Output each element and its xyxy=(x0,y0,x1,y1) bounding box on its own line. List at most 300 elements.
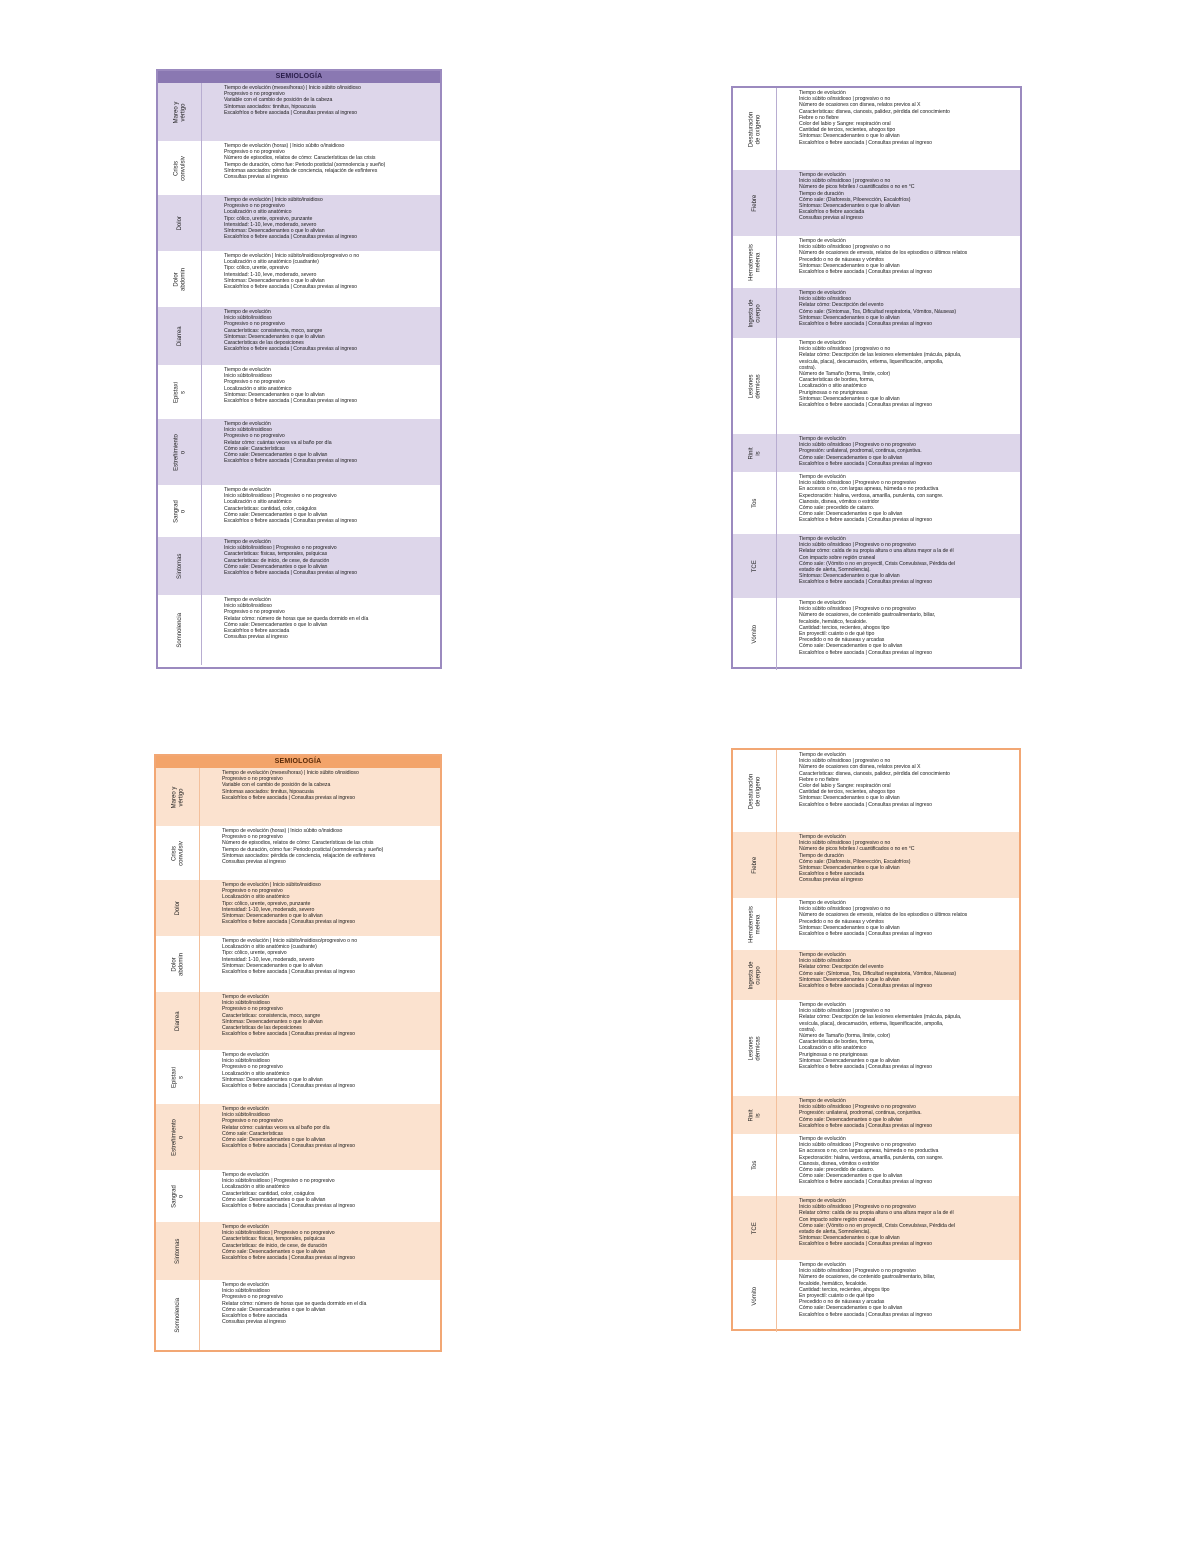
list-item: • Síntomas: Desencadenantes o que lo alivian xyxy=(799,133,1016,139)
list-item: • estado de alerta, Somnolencia). xyxy=(799,1229,1015,1235)
section-label-cell xyxy=(156,1050,200,1104)
section-label-cell xyxy=(733,1096,777,1134)
section-label-cell xyxy=(158,195,202,251)
section-label: Rinit is xyxy=(748,1109,761,1122)
bullet-list xyxy=(200,1170,440,1222)
list-item: • Tipo: cólico, urente, opresivo xyxy=(224,265,436,271)
list-item: • Inicio súbito o/insidioso xyxy=(799,958,1015,964)
bullet-list xyxy=(200,1222,440,1280)
section-label-cell xyxy=(158,595,202,665)
section-row xyxy=(158,195,440,251)
list-item: • Número de picos febriles / cuantificados o no en °C xyxy=(799,846,1015,852)
list-item: • Variable con el cambio de posición de la cabeza xyxy=(224,97,436,103)
list-item: • Escalofríos o fiebre asociada | Consultas previas al ingreso xyxy=(799,1241,1015,1247)
list-item: • Número de ocasiones con disnea, relatos previos al X xyxy=(799,764,1015,770)
list-item: • Inicio súbito/insidioso xyxy=(224,427,436,433)
list-item: • Inicio súbito/insidioso xyxy=(224,315,436,321)
list-item: • Escalofríos o fiebre asociada | Consultas previas al ingreso xyxy=(222,969,436,975)
list-item: • Escalofríos o fiebre asociada | Consultas previas al ingreso xyxy=(222,1143,436,1149)
table-right-purple xyxy=(731,86,1022,669)
section-row xyxy=(733,170,1020,236)
section-label: Vómito xyxy=(751,624,758,644)
list-item: • Escalofríos o fiebre asociada | Consultas previas al ingreso xyxy=(799,1179,1015,1185)
list-item: • Inicio súbito/insidioso xyxy=(224,373,436,379)
section-row xyxy=(156,826,440,880)
list-item: • Cómo sale: precedido de catarro. xyxy=(799,1167,1015,1173)
list-item: • Número de Tamaño (forma, límite, color) xyxy=(799,1033,1015,1039)
list-item: • Síntomas asociados: pérdida de conciencia, relajación de esfínteres xyxy=(222,853,436,859)
list-item: • Escalofríos o fiebre asociada xyxy=(222,1313,436,1319)
section-label-cell xyxy=(156,1170,200,1222)
list-item: • Tiempo de evolución xyxy=(799,340,1016,346)
bullet-list xyxy=(777,170,1020,236)
list-item: • Tiempo de evolución xyxy=(799,834,1015,840)
list-item: • Tiempo de evolución xyxy=(799,172,1016,178)
list-item: • Tiempo de evolución | Inicio súbito/insidioso/progresivo o no xyxy=(222,938,436,944)
list-item: • Tiempo de evolución xyxy=(799,1262,1015,1268)
list-item: • Tiempo de evolución xyxy=(799,238,1016,244)
section-label-cell xyxy=(156,1280,200,1350)
list-item: • Localización o sitio anatómico xyxy=(224,386,436,392)
list-item: • Consultas previas al ingreso xyxy=(224,174,436,180)
list-item: • Consultas previas al ingreso xyxy=(224,634,436,640)
list-item: • Cómo sale: Desencadenantes o que lo alivian xyxy=(799,1305,1015,1311)
bullet-list xyxy=(777,338,1020,434)
list-item: • Tiempo de evolución xyxy=(799,1098,1015,1104)
section-label: Tos xyxy=(751,1160,758,1170)
bullet-list xyxy=(777,534,1020,598)
table-title: SEMIOLOGÍA xyxy=(158,71,440,83)
list-item: • Síntomas: Desencadenantes o que lo alivian xyxy=(799,977,1015,983)
list-item: • Tiempo de evolución xyxy=(799,474,1016,480)
section-row xyxy=(733,950,1019,1000)
bullet-list xyxy=(202,419,440,485)
section-row xyxy=(158,83,440,141)
list-item: • Progresivo o no progresivo xyxy=(224,149,436,155)
list-item: • Tiempo de evolución xyxy=(222,1106,436,1112)
list-item: • Escalofríos o fiebre asociada | Consultas previas al ingreso xyxy=(799,931,1015,937)
list-item: • Cómo sale: Desencadenantes o que lo alivian xyxy=(222,1249,436,1255)
list-item: • Tiempo de duración, cómo fue: Periodo postictal (somnolencia y sueño) xyxy=(224,162,436,168)
list-item: • Síntomas: Desencadenantes o que lo alivian xyxy=(799,795,1015,801)
list-item: • Escalofríos o fiebre asociada xyxy=(224,628,436,634)
list-item: • Síntomas: Desencadenantes o que lo alivian xyxy=(799,1235,1015,1241)
section-label-cell xyxy=(156,826,200,880)
list-item: • Tiempo de evolución | Inicio súbito/insidioso xyxy=(224,197,436,203)
section-label: Diarrea xyxy=(176,326,183,346)
section-row xyxy=(733,236,1020,288)
list-item: • Escalofríos o fiebre asociada | Consultas previas al ingreso xyxy=(224,570,436,576)
section-label: Lesiones dérmicas xyxy=(748,373,761,399)
list-item: • Escalofríos o fiebre asociada | Consultas previas al ingreso xyxy=(222,1255,436,1261)
section-label: Rinit is xyxy=(748,447,761,460)
section-label: Mareo y vértigo xyxy=(173,101,186,123)
list-item: • Fiebre o no fiebre xyxy=(799,777,1015,783)
list-item: • Relatar cómo: Descripción de las lesiones elementales (mácula, pápula, xyxy=(799,1014,1015,1020)
list-item: • Localización o sitio anatómico xyxy=(222,1071,436,1077)
list-item: • Inicio súbito o/insidioso | Progresivo o no progresivo xyxy=(799,1268,1015,1274)
list-item: • Con impacto sobre región craneal xyxy=(799,1217,1015,1223)
section-row xyxy=(158,485,440,537)
list-item: • Síntomas: Desencadenantes o que lo alivian xyxy=(222,963,436,969)
list-item: • En proyectil: cuánto o de qué tipo xyxy=(799,1293,1015,1299)
section-label-cell xyxy=(733,236,777,288)
list-item: • Número de picos febriles / cuantificados o no en °C xyxy=(799,184,1016,190)
list-item: • Tiempo de evolución xyxy=(799,1198,1015,1204)
section-label: Epistaxi s xyxy=(173,381,186,403)
list-item: • Cómo sale: Desencadenantes o que lo alivian xyxy=(222,1307,436,1313)
section-row xyxy=(733,1096,1019,1134)
list-item: • Tiempo de evolución xyxy=(222,1052,436,1058)
list-item: • Síntomas: Desencadenantes o que lo alivian xyxy=(222,913,436,919)
list-item: • Tiempo de evolución xyxy=(222,1172,436,1178)
list-item: • Tiempo de evolución xyxy=(224,539,436,545)
section-row xyxy=(158,595,440,665)
list-item: • Inicio súbito o/insidioso | Progresivo o no progresivo xyxy=(799,480,1016,486)
section-label-cell xyxy=(158,307,202,365)
list-item: • Tiempo de evolución | Inicio súbito/insidioso xyxy=(222,882,436,888)
list-item: • Tiempo de evolución (horas) | Inicio súbito o/insidioso xyxy=(224,143,436,149)
list-item: • Cianosis, disnea, vómitos o estridor xyxy=(799,499,1016,505)
bullet-list xyxy=(202,195,440,251)
list-item: • Progresivo o no progresivo xyxy=(224,321,436,327)
section-label: Crisis convulsiv xyxy=(173,155,186,181)
bullet-list xyxy=(777,1196,1019,1260)
list-item: • Características de las deposiciones xyxy=(222,1025,436,1031)
section-label: Hematemesis melena xyxy=(748,905,761,943)
bullet-list xyxy=(202,485,440,537)
bullet-list xyxy=(200,936,440,992)
list-item: • Expectoración: hialina, verdosa, amarilla, purulenta, con sangre. xyxy=(799,1155,1015,1161)
list-item: • estado de alerta, Somnolencia). xyxy=(799,567,1016,573)
list-item: • Consultas previas al ingreso xyxy=(799,215,1016,221)
list-item: • Progresivo o no progresivo xyxy=(224,91,436,97)
section-label-cell xyxy=(156,768,200,826)
section-label-cell xyxy=(733,288,777,338)
section-row xyxy=(733,434,1020,472)
list-item: • Escalofríos o fiebre asociada | Consultas previas al ingreso xyxy=(222,1203,436,1209)
list-item: • Cómo sale: Desencadenantes o que lo alivian xyxy=(799,455,1016,461)
list-item: • Cómo sale: Desencadenantes o que lo alivian xyxy=(799,1173,1015,1179)
section-label-cell xyxy=(158,83,202,141)
section-label-cell xyxy=(733,534,777,598)
list-item: • Características: físicas, temporales, psíquicas xyxy=(222,1236,436,1242)
section-label-cell xyxy=(733,472,777,534)
list-item: • Número de ocasiones con disnea, relatos previos al X xyxy=(799,102,1016,108)
list-item: • Tiempo de evolución xyxy=(799,1002,1015,1008)
list-item: • Síntomas: Desencadenantes o que lo alivian xyxy=(224,278,436,284)
section-label-cell xyxy=(733,1196,777,1260)
list-item: • Escalofríos o fiebre asociada | Consultas previas al ingreso xyxy=(224,110,436,116)
list-item: • Localización o sitio anatómico (cuadrante) xyxy=(222,944,436,950)
list-item: • Número de episodios, relatos de cómo: Características de las crisis xyxy=(224,155,436,161)
section-label-cell xyxy=(158,365,202,419)
list-item: • Síntomas asociados: tinnitus, hipoacusia xyxy=(222,789,436,795)
section-label: Sangrad o xyxy=(173,499,186,523)
list-item: • Localización o sitio anatómico xyxy=(799,383,1016,389)
section-label: Dolor xyxy=(174,900,181,916)
list-item: • Síntomas: Desencadenantes o que lo alivian xyxy=(224,228,436,234)
section-label: Síntomas xyxy=(174,1238,181,1264)
list-item: • Inicio súbito/insidioso xyxy=(222,1000,436,1006)
list-item: • Escalofríos o fiebre asociada | Consultas previas al ingreso xyxy=(224,234,436,240)
section-row xyxy=(733,88,1020,170)
list-item: • Tiempo de evolución xyxy=(224,597,436,603)
list-item: • Cómo sale: Desencadenantes o que lo alivian xyxy=(224,564,436,570)
list-item: • Tiempo de evolución xyxy=(224,487,436,493)
list-item: • Escalofríos o fiebre asociada | Consultas previas al ingreso xyxy=(799,802,1015,808)
bullet-list xyxy=(200,992,440,1050)
section-label-cell xyxy=(158,251,202,307)
list-item: • Síntomas: Desencadenantes o que lo alivian xyxy=(799,396,1016,402)
section-row xyxy=(158,537,440,595)
bullet-list xyxy=(777,288,1020,338)
list-item: • Características: cantidad, color, coágulos xyxy=(224,506,436,512)
bullet-list xyxy=(202,307,440,365)
list-item: • Síntomas: Desencadenantes o que lo alivian xyxy=(799,573,1016,579)
list-item: • Relatar cómo: número de horas que se queda dormido en el día xyxy=(224,616,436,622)
list-item: • Síntomas: Desencadenantes o que lo alivian xyxy=(222,1019,436,1025)
section-row xyxy=(156,992,440,1050)
list-item: • Inicio súbito o/insidioso | Progresivo o no progresivo xyxy=(799,542,1016,548)
list-item: • Características: disnea, cianosis, palidez, pérdida del conocimiento xyxy=(799,109,1016,115)
section-row xyxy=(733,1196,1019,1260)
list-item: • Número de ocasiones, de contenido gastroalimentario, biliar, xyxy=(799,612,1016,618)
list-item: • Escalofríos o fiebre asociada | Consultas previas al ingreso xyxy=(799,983,1015,989)
list-item: • Síntomas: Desencadenantes o que lo alivian xyxy=(799,1058,1015,1064)
list-item: • Intensidad: 1-10, leve, moderado, severo xyxy=(222,957,436,963)
section-label-cell xyxy=(733,170,777,236)
section-label-cell xyxy=(733,898,777,950)
bullet-list xyxy=(777,236,1020,288)
list-item: • Inicio súbito o/insidioso xyxy=(799,296,1016,302)
list-item: • Inicio súbito o/insidioso | Progresivo o no progresivo xyxy=(799,442,1016,448)
list-item: • Tiempo de evolución xyxy=(799,536,1016,542)
list-item: • Tiempo de evolución | Inicio súbito/insidioso/progresivo o no xyxy=(224,253,436,259)
list-item: • Progresivo o no progresivo xyxy=(224,609,436,615)
section-row xyxy=(156,880,440,936)
bullet-list xyxy=(200,880,440,936)
list-item: • Cómo sale: Desencadenantes o que lo alivian xyxy=(224,452,436,458)
section-label-cell xyxy=(158,141,202,195)
section-label: Tos xyxy=(751,498,758,508)
list-item: • Inicio súbito/insidioso xyxy=(224,603,436,609)
list-item: • Tiempo de duración xyxy=(799,191,1016,197)
list-item: • Inicio súbito/insidioso xyxy=(222,1058,436,1064)
section-label-cell xyxy=(733,338,777,434)
list-item: • Localización o sitio anatómico xyxy=(224,209,436,215)
section-row xyxy=(156,1104,440,1170)
list-item: • Inicio súbito/insidioso xyxy=(222,1288,436,1294)
list-item: • Fiebre o no fiebre xyxy=(799,115,1016,121)
section-row xyxy=(733,598,1020,670)
section-row xyxy=(733,832,1019,898)
list-item: • Tiempo de evolución xyxy=(799,952,1015,958)
list-item: • Cómo sale: (Síntomas, Tos, Dificultad respiratoria, Vómitos, Náuseas) xyxy=(799,309,1016,315)
list-item: • Consultas previas al ingreso xyxy=(222,859,436,865)
list-item: • Consultas previas al ingreso xyxy=(222,1319,436,1325)
list-item: • Escalofríos o fiebre asociada | Consultas previas al ingreso xyxy=(799,650,1016,656)
section-label-cell xyxy=(733,1000,777,1096)
list-item: • Inicio súbito o/insidioso | progresivo o no xyxy=(799,840,1015,846)
list-item: • Inicio súbito o/insidioso | Progresivo o no progresivo xyxy=(799,1204,1015,1210)
section-label-cell xyxy=(733,598,777,670)
list-item: • Escalofríos o fiebre asociada | Consultas previas al ingreso xyxy=(799,517,1016,523)
list-item: • Tiempo de evolución xyxy=(799,290,1016,296)
section-row xyxy=(733,288,1020,338)
section-label-cell xyxy=(733,1260,777,1332)
list-item: • Escalofríos o fiebre asociada | Consultas previas al ingreso xyxy=(799,402,1016,408)
list-item: • Inicio súbito o/insidioso | progresivo o no xyxy=(799,1008,1015,1014)
list-item: • Pruriginosas o no pruriginosas xyxy=(799,390,1016,396)
section-label: Somnolencia xyxy=(176,612,183,648)
list-item: • Progresivo o no progresivo xyxy=(222,1064,436,1070)
list-item: • Localización o sitio anatómico (cuadrante) xyxy=(224,259,436,265)
list-item: • fecaloide, hemático, fecaloide. xyxy=(799,619,1016,625)
list-item: • Cómo sale: (Vómito o no en proyectil, Crisis Convulsivas, Pérdida del xyxy=(799,1223,1015,1229)
list-item: • Progresivo o no progresivo xyxy=(222,888,436,894)
section-label-cell xyxy=(733,88,777,170)
list-item: • Tiempo de evolución xyxy=(799,752,1015,758)
list-item: • Cómo sale: (Síntomas, Tos, Dificultad respiratoria, Vómitos, Náuseas) xyxy=(799,971,1015,977)
list-item: • Inicio súbito o/insidioso | progresivo o no xyxy=(799,906,1015,912)
section-label-cell xyxy=(156,992,200,1050)
list-item: • Variable con el cambio de posición de la cabeza xyxy=(222,782,436,788)
bullet-list xyxy=(200,1050,440,1104)
list-item: • Inicio súbito/insidioso | Progresivo o no progresivo xyxy=(222,1230,436,1236)
list-item: • Inicio súbito o/insidioso | progresivo o no xyxy=(799,96,1016,102)
list-item: • Cómo sale: Desencadenantes o que lo alivian xyxy=(222,1197,436,1203)
list-item: • Síntomas: Desencadenantes o que lo alivian xyxy=(224,392,436,398)
list-item: • Relatar cómo: Descripción del evento xyxy=(799,302,1016,308)
list-item: • Escalofríos o fiebre asociada | Consultas previas al ingreso xyxy=(222,1031,436,1037)
list-item: • Escalofríos o fiebre asociada | Consultas previas al ingreso xyxy=(224,346,436,352)
list-item: • Número de episodios, relatos de cómo: Características de las crisis xyxy=(222,840,436,846)
list-item: • Cómo sale: Desencadenantes o que lo alivian xyxy=(799,511,1016,517)
list-item: • vesícula, placa), descamación, eritema, liquenificación, ampolla, xyxy=(799,359,1016,365)
list-item: • Tiempo de duración, cómo fue: Periodo postictal (somnolencia y sueño) xyxy=(222,847,436,853)
list-item: • Inicio súbito o/insidioso | progresivo o no xyxy=(799,346,1016,352)
list-item: • Precedido o no de náuseas y vómitos xyxy=(799,257,1016,263)
section-label: Fiebre xyxy=(751,856,758,874)
list-item: • Consultas previas al ingreso xyxy=(799,877,1015,883)
section-row xyxy=(156,1222,440,1280)
list-item: • Relatar cómo: Descripción de las lesiones elementales (mácula, pápula, xyxy=(799,352,1016,358)
section-label: Desaturación de oxígeno xyxy=(748,111,761,147)
section-row xyxy=(733,750,1019,832)
list-item: • Tipo: cólico, urente, opresivo xyxy=(222,950,436,956)
table-right-orange xyxy=(731,748,1021,1331)
list-item: • Cómo sale: Características xyxy=(222,1131,436,1137)
section-label-cell xyxy=(156,936,200,992)
section-row xyxy=(156,768,440,826)
list-item: • Síntomas: Desencadenantes o que lo alivian xyxy=(799,865,1015,871)
section-label: Epistaxi s xyxy=(171,1066,184,1088)
list-item: • Inicio súbito o/insidioso | progresivo o no xyxy=(799,758,1015,764)
list-item: • Tiempo de evolución xyxy=(799,90,1016,96)
list-item: • Cómo sale: (Vómito o no en proyectil, Crisis Convulsivas, Pérdida del xyxy=(799,561,1016,567)
list-item: • Relatar cómo: número de horas que se queda dormido en el día xyxy=(222,1301,436,1307)
list-item: • Cómo sale: Desencadenantes o que lo alivian xyxy=(224,512,436,518)
list-item: • costra). xyxy=(799,365,1016,371)
section-label: Crisis convulsiv xyxy=(171,840,184,866)
list-item: • Cómo sale: Desencadenantes o que lo alivian xyxy=(799,643,1016,649)
section-label-cell xyxy=(158,419,202,485)
list-item: • fecaloide, hemático, fecaloide. xyxy=(799,1281,1015,1287)
section-label: TCE xyxy=(751,1222,758,1234)
section-label: Ingesta de cuerpo xyxy=(748,960,761,990)
bullet-list xyxy=(777,832,1019,898)
section-label-cell xyxy=(733,1134,777,1196)
bullet-list xyxy=(777,1000,1019,1096)
list-item: • Inicio súbito/insidioso | Progresivo o no progresivo xyxy=(224,545,436,551)
list-item: • Síntomas: Desencadenantes o que lo alivian xyxy=(222,1077,436,1083)
section-label-cell xyxy=(733,950,777,1000)
list-item: • Localización o sitio anatómico xyxy=(224,499,436,505)
section-label: Vómito xyxy=(751,1286,758,1306)
bullet-list xyxy=(777,750,1019,832)
list-item: • costra). xyxy=(799,1027,1015,1033)
section-row xyxy=(733,1134,1019,1196)
list-item: • Tiempo de evolución xyxy=(799,600,1016,606)
list-item: • Inicio súbito o/insidioso | Progresivo o no progresivo xyxy=(799,1104,1015,1110)
section-row xyxy=(156,1280,440,1350)
section-label-cell xyxy=(158,537,202,595)
section-label: TCE xyxy=(751,560,758,572)
list-item: • Progresivo o no progresivo xyxy=(222,1006,436,1012)
list-item: • Relatar cómo: caída de su propia altura o una altura mayor a la de él xyxy=(799,548,1016,554)
section-label-cell xyxy=(156,1104,200,1170)
bullet-list xyxy=(777,1096,1019,1134)
section-row xyxy=(733,1000,1019,1096)
list-item: • Escalofríos o fiebre asociada | Consultas previas al ingreso xyxy=(799,321,1016,327)
list-item: • Escalofríos o fiebre asociada xyxy=(799,209,1016,215)
section-row xyxy=(158,141,440,195)
list-item: • Progresión: unilateral, prodromal, continua, conjuntiva. xyxy=(799,1110,1015,1116)
bullet-list xyxy=(777,1134,1019,1196)
list-item: • Inicio súbito/insidioso xyxy=(222,1112,436,1118)
list-item: • Precedido o no de náuseas y arcadas xyxy=(799,637,1016,643)
list-item: • Tiempo de evolución xyxy=(222,1282,436,1288)
list-item: • Número de ocasiones, de contenido gastroalimentario, biliar, xyxy=(799,1274,1015,1280)
list-item: • Escalofríos o fiebre asociada | Consultas previas al ingreso xyxy=(799,1064,1015,1070)
list-item: • Cómo sale: precedido de catarro. xyxy=(799,505,1016,511)
bullet-list xyxy=(200,1104,440,1170)
section-label-cell xyxy=(733,750,777,832)
list-item: • Inicio súbito o/insidioso | Progresivo o no progresivo xyxy=(799,606,1016,612)
section-label: Diarrea xyxy=(174,1011,181,1031)
bullet-list xyxy=(777,472,1020,534)
bullet-list xyxy=(777,1260,1019,1332)
bullet-list xyxy=(777,434,1020,472)
section-label: Estreñimiento o xyxy=(173,433,186,471)
list-item: • Intensidad: 1-10, leve, moderado, severo xyxy=(222,907,436,913)
bullet-list xyxy=(777,88,1020,170)
section-row xyxy=(158,419,440,485)
list-item: • Tiempo de duración xyxy=(799,853,1015,859)
list-item: • Localización o sitio anatómico xyxy=(222,1184,436,1190)
list-item: • Síntomas: Desencadenantes o que lo alivian xyxy=(799,263,1016,269)
list-item: • Progresivo o no progresivo xyxy=(224,203,436,209)
section-label-cell xyxy=(158,485,202,537)
section-label: Sangrad o xyxy=(171,1184,184,1208)
list-item: • Características: cantidad, color, coágulos xyxy=(222,1191,436,1197)
section-row xyxy=(733,534,1020,598)
list-item: • Progresivo o no progresivo xyxy=(222,834,436,840)
list-item: • Tiempo de evolución xyxy=(799,900,1015,906)
list-item: • Cantidad de tercios, recientes, ahogos tipo xyxy=(799,127,1016,133)
list-item: • Cianosis, disnea, vómitos o estridor xyxy=(799,1161,1015,1167)
